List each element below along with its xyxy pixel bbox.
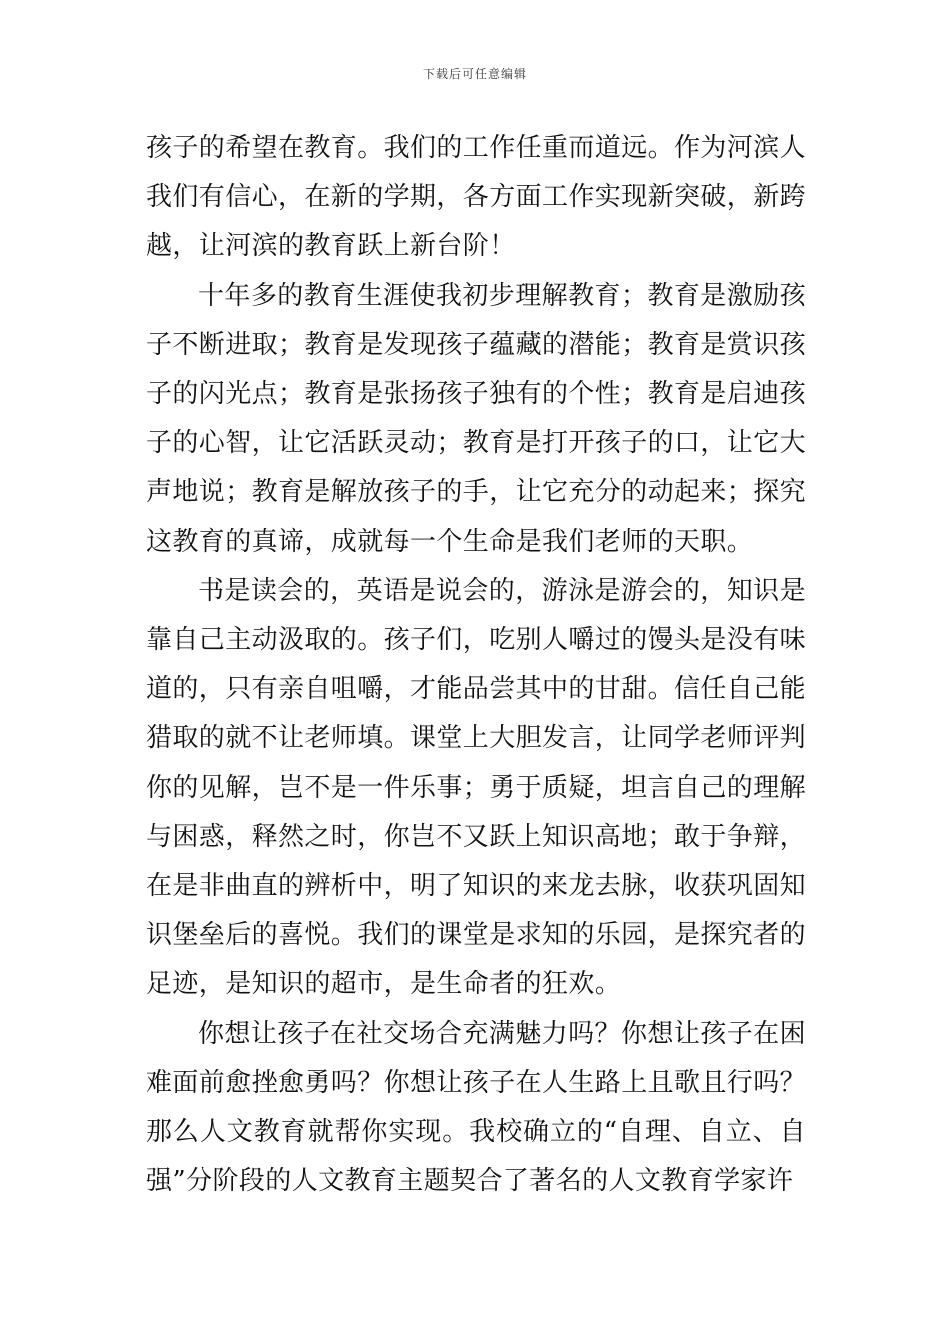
paragraph-education-meaning: 十年多的教育生涯使我初步理解教育；教育是激励孩子不断进取；教育是发现孩子蕴藏的潜能；教育是赏识孩子的闪光点；教育是张扬孩子独有的个性；教育是启迪孩子的心智，让它活跃灵动；教育是打开孩子的口，让它大声地说；教育是解放孩子的手，让它充分的动起来；探究这教育的真谛，成就每一个生命是我们老师的天职。: [146, 280, 807, 557]
paragraph-continuation: 孩子的希望在教育。我们的工作任重而道远。作为河滨人我们有信心，在新的学期，各方面工作实现新突破，新跨越，让河滨的教育跃上新台阶！: [146, 133, 807, 262]
document-body: [146, 124, 806, 1206]
paragraph-humanities-education: 你想让孩子在社交场合充满魅力吗？你想让孩子在困难面前愈挫愈勇吗？你想让孩子在人生路上且歌且行吗？那么人文教育就帮你实现。我校确立的“自理、自立、自强”分阶段的人文教育主题契合了著名的人文教育学家许: [146, 1018, 807, 1197]
page-header: 下载后可任意编辑: [422, 67, 527, 81]
paragraph-active-learning: 书是读会的，英语是说会的，游泳是游会的，知识是靠自己主动汲取的。孩子们，吃别人嚼过的馒头是没有味道的，只有亲自咀嚼，才能品尝其中的甘甜。信任自己能猎取的就不让老师填。课堂上大胆发言，让同学老师评判你的见解，岂不是一件乐事；勇于质疑，坦言自己的理解与困惑，释然之时，你岂不又跃上知识高地；敢于争辩，在是非曲直的辨析中，明了知识的来龙去脉，收获巩固知识堡垒后的喜悦。我们的课堂是求知的乐园，是探究者的足迹，是知识的超市，是生命者的狂欢。: [146, 575, 807, 1000]
